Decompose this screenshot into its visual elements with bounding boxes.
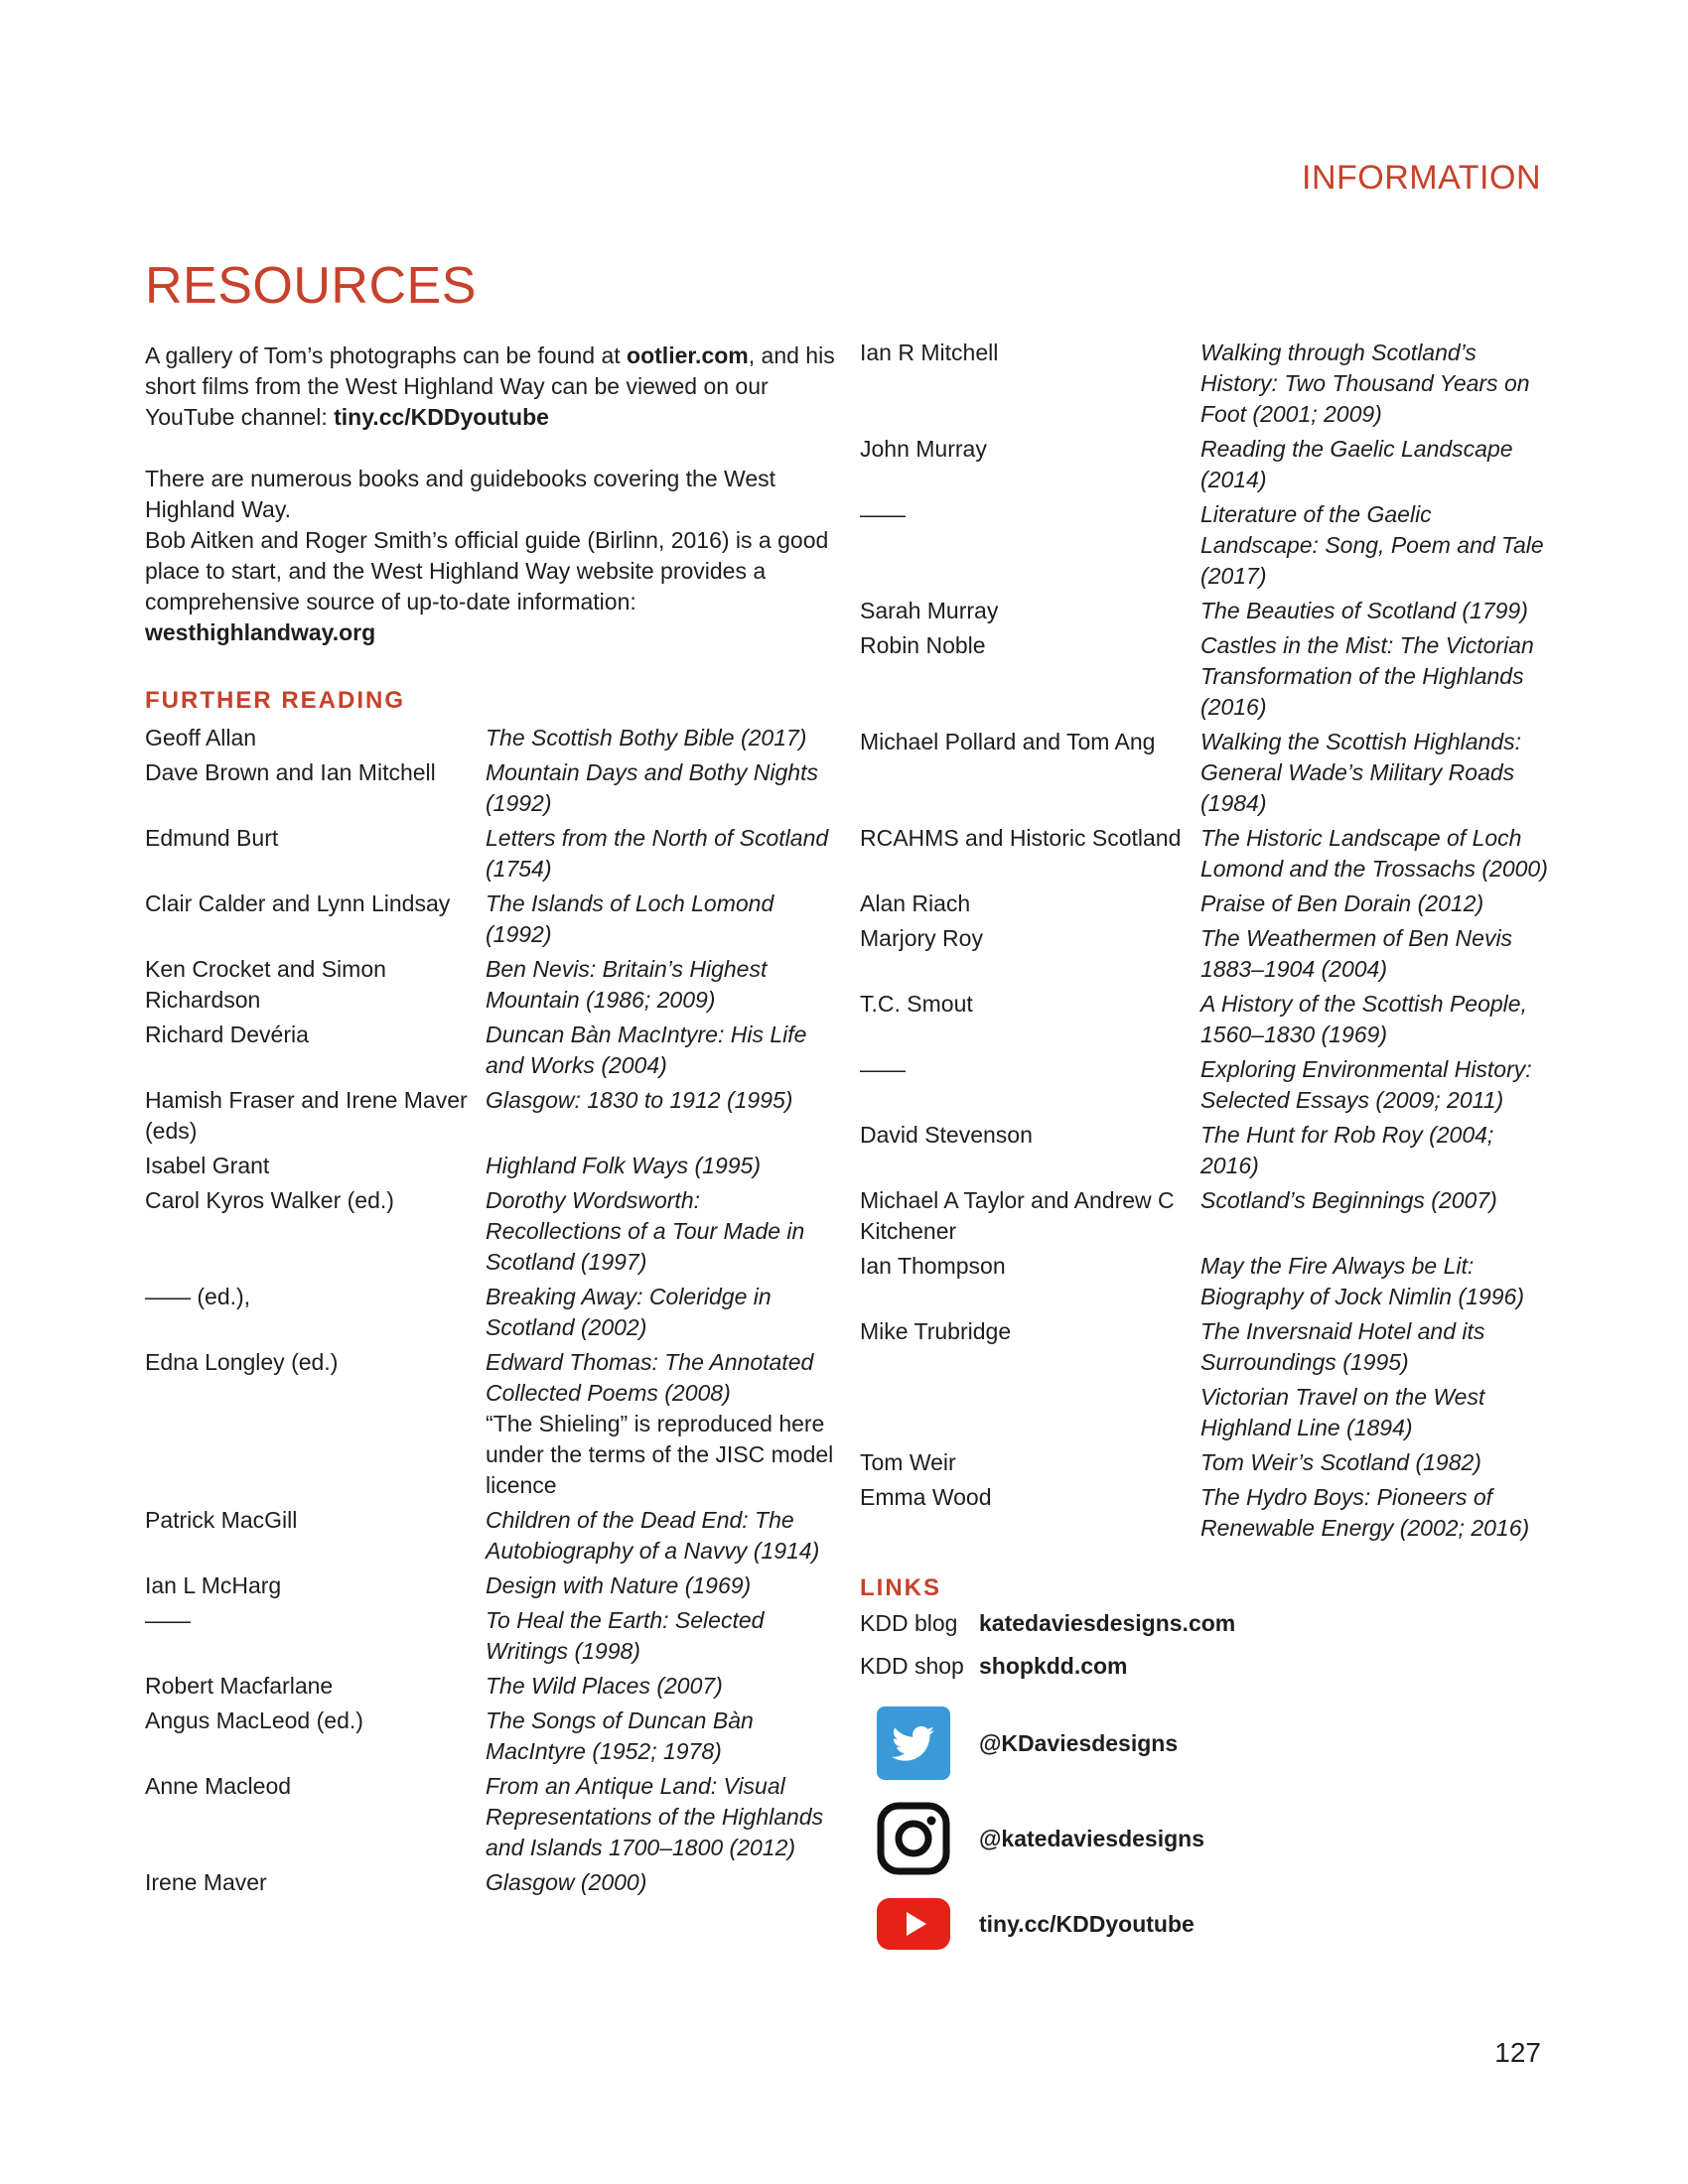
links-heading: LINKS bbox=[860, 1574, 941, 1601]
entry-author: —— bbox=[145, 1607, 191, 1633]
reading-entry bbox=[145, 1867, 838, 1898]
entry-author: —— bbox=[860, 501, 906, 527]
entry-title: Design with Nature (1969) bbox=[486, 1572, 752, 1598]
entry-title-block bbox=[486, 1282, 838, 1343]
entry-title: Children of the Dead End: The Autobiography of a Navvy (1914) bbox=[486, 1507, 820, 1564]
reading-entry bbox=[145, 1020, 838, 1081]
entry-author: Angus MacLeod (ed.) bbox=[145, 1707, 363, 1733]
youtube-icon bbox=[876, 1886, 951, 1962]
entry-title-block bbox=[486, 954, 838, 1016]
entry-title: Mountain Days and Bothy Nights (1992) bbox=[486, 759, 818, 816]
entry-author: Dave Brown and Ian Mitchell bbox=[145, 759, 436, 785]
entry-author: Carol Kyros Walker (ed.) bbox=[145, 1187, 394, 1213]
entry-title: Scotland’s Beginnings (2007) bbox=[1200, 1187, 1497, 1213]
entry-title-block bbox=[1200, 1251, 1553, 1312]
entry-title: Tom Weir’s Scotland (1982) bbox=[1200, 1449, 1481, 1475]
reading-entry bbox=[860, 1185, 1553, 1247]
entry-author: Marjory Roy bbox=[860, 925, 983, 951]
entry-title: Walking through Scotland’s History: Two Thousand Years on Foot (2001; 2009) bbox=[1200, 340, 1530, 427]
reading-entry bbox=[860, 1316, 1553, 1378]
intro-text-span: , and his short films from the West Highland Way can be viewed on our YouTube channel: bbox=[145, 342, 835, 430]
reading-entry bbox=[860, 1054, 1553, 1116]
entry-title: The Inversnaid Hotel and its Surroundings (1995) bbox=[1200, 1318, 1485, 1375]
entry-title-block bbox=[1200, 727, 1553, 819]
entry-author: Edmund Burt bbox=[145, 825, 279, 851]
ootlier-link[interactable]: ootlier.com bbox=[627, 342, 749, 368]
entry-title-block bbox=[1200, 1120, 1553, 1181]
entry-title: The Scottish Bothy Bible (2017) bbox=[486, 725, 807, 751]
reading-entry bbox=[145, 1771, 838, 1863]
blog-label: KDD blog bbox=[860, 1610, 958, 1636]
blog-link[interactable]: katedaviesdesigns.com bbox=[979, 1610, 1236, 1636]
entry-author: Emma Wood bbox=[860, 1484, 992, 1510]
reading-entry bbox=[860, 434, 1553, 495]
entry-title: The Hunt for Rob Roy (2004; 2016) bbox=[1200, 1122, 1494, 1178]
entry-author: John Murray bbox=[860, 436, 987, 462]
entry-title-block bbox=[1200, 596, 1553, 626]
entry-title: May the Fire Always be Lit: Biography of Jock Nimlin (1996) bbox=[1200, 1253, 1524, 1309]
entry-title: The Songs of Duncan Bàn MacIntyre (1952; 1978) bbox=[486, 1707, 754, 1764]
reading-entry bbox=[860, 923, 1553, 985]
reading-entry bbox=[860, 596, 1553, 626]
entry-title: The Weathermen of Ben Nevis 1883–1904 (2004) bbox=[1200, 925, 1513, 982]
entry-title-block bbox=[1200, 888, 1553, 919]
entry-author: —— bbox=[860, 1056, 906, 1082]
intro-paragraph-1 bbox=[145, 341, 840, 433]
entry-title: Exploring Environmental History: Selected Essays (2009; 2011) bbox=[1200, 1056, 1532, 1113]
entry-author: Ian R Mitchell bbox=[860, 340, 999, 365]
entry-author: Michael Pollard and Tom Ang bbox=[860, 729, 1156, 754]
entry-author: T.C. Smout bbox=[860, 991, 973, 1017]
reading-entry bbox=[145, 1185, 838, 1278]
entry-author: —— (ed.), bbox=[145, 1284, 251, 1309]
reading-entry bbox=[145, 1605, 838, 1667]
entry-title: Reading the Gaelic Landscape (2014) bbox=[1200, 436, 1513, 492]
instagram-icon bbox=[876, 1801, 951, 1876]
youtube-url: tiny.cc/KDDyoutube bbox=[979, 1910, 1195, 1937]
reading-entry bbox=[860, 338, 1553, 430]
entry-title-block bbox=[486, 1570, 838, 1601]
entry-title: Duncan Bàn MacIntyre: His Life and Works (2004) bbox=[486, 1022, 807, 1078]
entry-title-block bbox=[1200, 434, 1553, 495]
entry-title: Glasgow: 1830 to 1912 (1995) bbox=[486, 1087, 793, 1113]
entry-author: Robert Macfarlane bbox=[145, 1673, 334, 1699]
entry-author: Hamish Fraser and Irene Maver (eds) bbox=[145, 1087, 468, 1144]
entry-title-block bbox=[486, 757, 838, 819]
entry-title: The Islands of Loch Lomond (1992) bbox=[486, 890, 774, 947]
entry-title-block bbox=[486, 1347, 838, 1501]
entry-title: The Historic Landscape of Loch Lomond and the Trossachs (2000) bbox=[1200, 825, 1548, 882]
reading-list-left bbox=[145, 723, 838, 1902]
entry-title: A History of the Scottish People, 1560–1830 (1969) bbox=[1200, 991, 1527, 1047]
intro-paragraph-2 bbox=[145, 464, 840, 648]
reading-entry bbox=[145, 723, 838, 753]
entry-author: Irene Maver bbox=[145, 1869, 267, 1895]
reading-entry bbox=[145, 757, 838, 819]
entry-author: Isabel Grant bbox=[145, 1153, 270, 1178]
westhighlandway-link[interactable]: westhighlandway.org bbox=[145, 619, 376, 645]
reading-entry bbox=[860, 1251, 1553, 1312]
shop-label: KDD shop bbox=[860, 1653, 964, 1679]
entry-title-block bbox=[1200, 923, 1553, 985]
reading-entry bbox=[145, 823, 838, 885]
entry-title-block bbox=[1200, 1382, 1553, 1443]
youtube-link[interactable] bbox=[876, 1886, 1195, 1962]
entry-title-block bbox=[486, 1706, 838, 1767]
entry-title-block bbox=[486, 1085, 838, 1147]
entry-title-block bbox=[1200, 1185, 1553, 1247]
entry-title: Highland Folk Ways (1995) bbox=[486, 1153, 761, 1178]
entry-author: Edna Longley (ed.) bbox=[145, 1349, 339, 1375]
entry-author: Sarah Murray bbox=[860, 598, 999, 623]
entry-title-block bbox=[486, 1185, 838, 1278]
entry-title-block bbox=[486, 1151, 838, 1181]
entry-title-block bbox=[486, 1867, 838, 1898]
entry-title-block bbox=[486, 723, 838, 753]
entry-author: Patrick MacGill bbox=[145, 1507, 298, 1533]
entry-author: Ken Crocket and Simon Richardson bbox=[145, 956, 386, 1013]
entry-title: Castles in the Mist: The Victorian Transformation of the Highlands (2016) bbox=[1200, 632, 1534, 720]
entry-title-block bbox=[1200, 823, 1553, 885]
entry-title-block bbox=[1200, 499, 1553, 592]
entry-title: Ben Nevis: Britain’s Highest Mountain (1986; 2009) bbox=[486, 956, 768, 1013]
instagram-handle: @katedaviesdesigns bbox=[979, 1825, 1204, 1851]
entry-title-block bbox=[1200, 630, 1553, 723]
page-title: RESOURCES bbox=[145, 257, 477, 315]
reading-entry bbox=[860, 888, 1553, 919]
entry-title-block bbox=[1200, 1054, 1553, 1116]
entry-title-block bbox=[486, 1505, 838, 1567]
entry-title: Dorothy Wordsworth: Recollections of a Tour Made in Scotland (1997) bbox=[486, 1187, 805, 1275]
reading-entry bbox=[860, 823, 1553, 885]
entry-title-block bbox=[486, 1020, 838, 1081]
entry-title: Walking the Scottish Highlands: General Wade’s Military Roads (1984) bbox=[1200, 729, 1522, 816]
intro-text-span: There are numerous books and guidebooks covering the West Highland Way. bbox=[145, 466, 776, 522]
page-number: 127 bbox=[1494, 2037, 1541, 2068]
entry-title: The Wild Places (2007) bbox=[486, 1673, 723, 1699]
entry-author: Clair Calder and Lynn Lindsay bbox=[145, 890, 451, 916]
entry-title: Victorian Travel on the West Highland Line (1894) bbox=[1200, 1384, 1485, 1440]
entry-author: Mike Trubridge bbox=[860, 1318, 1012, 1344]
entry-title-block bbox=[1200, 1482, 1553, 1544]
entry-author: Tom Weir bbox=[860, 1449, 956, 1475]
entry-author: David Stevenson bbox=[860, 1122, 1033, 1148]
intro-text-span: Bob Aitken and Roger Smith’s official guide (Birlinn, 2016) is a good place to start, and the West Highland Way website provides a comprehensive source of up-to-date information: bbox=[145, 527, 829, 614]
entry-title-block bbox=[486, 1671, 838, 1702]
entry-title: Breaking Away: Coleridge in Scotland (2002) bbox=[486, 1284, 772, 1340]
links-list bbox=[860, 1608, 1235, 1694]
entry-author: Alan Riach bbox=[860, 890, 971, 916]
reading-entry bbox=[860, 499, 1553, 592]
reading-list-right bbox=[860, 338, 1553, 1548]
reading-entry bbox=[860, 727, 1553, 819]
entry-author bbox=[860, 1382, 1200, 1443]
entry-author: Geoff Allan bbox=[145, 725, 257, 751]
reading-entry bbox=[145, 1505, 838, 1567]
entry-author: RCAHMS and Historic Scotland bbox=[860, 825, 1182, 851]
shop-link[interactable]: shopkdd.com bbox=[979, 1653, 1128, 1679]
instagram-link[interactable] bbox=[876, 1801, 1204, 1876]
entry-note: “The Shieling” is reproduced here under the terms of the JISC model licence bbox=[486, 1411, 834, 1498]
entry-title-block bbox=[1200, 989, 1553, 1050]
entry-title-block bbox=[1200, 338, 1553, 430]
entry-author: Robin Noble bbox=[860, 632, 986, 658]
reading-entry bbox=[145, 1282, 838, 1343]
entry-author: Ian L McHarg bbox=[145, 1572, 282, 1598]
entry-title-block bbox=[1200, 1316, 1553, 1378]
reading-entry bbox=[860, 1447, 1553, 1478]
entry-author: Anne Macleod bbox=[145, 1773, 292, 1799]
running-header: INFORMATION bbox=[1302, 159, 1541, 197]
reading-entry bbox=[860, 630, 1553, 723]
reading-entry bbox=[145, 888, 838, 950]
reading-entry bbox=[860, 989, 1553, 1050]
entry-title: Glasgow (2000) bbox=[486, 1869, 647, 1895]
entry-title: From an Antique Land: Visual Representations of the Highlands and Islands 1700–1800 (2012) bbox=[486, 1773, 824, 1860]
intro-text-span: A gallery of Tom’s photographs can be found at bbox=[145, 342, 628, 368]
further-reading-heading: FURTHER READING bbox=[145, 687, 405, 714]
entry-title: Praise of Ben Dorain (2012) bbox=[1200, 890, 1484, 916]
entry-title: Letters from the North of Scotland (1754) bbox=[486, 825, 829, 882]
reading-entry bbox=[145, 1671, 838, 1702]
entry-title-block bbox=[486, 1771, 838, 1863]
entry-author: Michael A Taylor and Andrew C Kitchener bbox=[860, 1187, 1175, 1244]
reading-entry bbox=[860, 1482, 1553, 1544]
reading-entry bbox=[860, 1382, 1553, 1443]
reading-entry bbox=[145, 954, 838, 1016]
entry-title-block bbox=[486, 888, 838, 950]
twitter-handle: @KDaviesdesigns bbox=[979, 1729, 1179, 1756]
entry-title: To Heal the Earth: Selected Writings (1998) bbox=[486, 1607, 765, 1664]
twitter-icon bbox=[876, 1706, 951, 1781]
entry-title-block bbox=[1200, 1447, 1553, 1478]
reading-entry bbox=[860, 1120, 1553, 1181]
entry-title-block bbox=[486, 1605, 838, 1667]
entry-title: Literature of the Gaelic Landscape: Song, Poem and Tale (2017) bbox=[1200, 501, 1544, 589]
reading-entry bbox=[145, 1706, 838, 1767]
link-row-shop bbox=[860, 1651, 1235, 1694]
intro-text bbox=[145, 341, 840, 648]
entry-author: Richard Devéria bbox=[145, 1022, 309, 1047]
youtube-link-inline[interactable]: tiny.cc/KDDyoutube bbox=[334, 404, 549, 430]
reading-entry bbox=[145, 1151, 838, 1181]
reading-entry bbox=[145, 1085, 838, 1147]
entry-title: The Beauties of Scotland (1799) bbox=[1200, 598, 1528, 623]
link-row-blog bbox=[860, 1608, 1235, 1651]
reading-entry bbox=[145, 1570, 838, 1601]
entry-title: The Hydro Boys: Pioneers of Renewable Energy (2002; 2016) bbox=[1200, 1484, 1530, 1541]
twitter-link[interactable] bbox=[876, 1706, 1178, 1781]
reading-entry bbox=[145, 1347, 838, 1501]
entry-title: Edward Thomas: The Annotated Collected Poems (2008) bbox=[486, 1349, 814, 1406]
entry-title-block bbox=[486, 823, 838, 885]
entry-author: Ian Thompson bbox=[860, 1253, 1006, 1279]
